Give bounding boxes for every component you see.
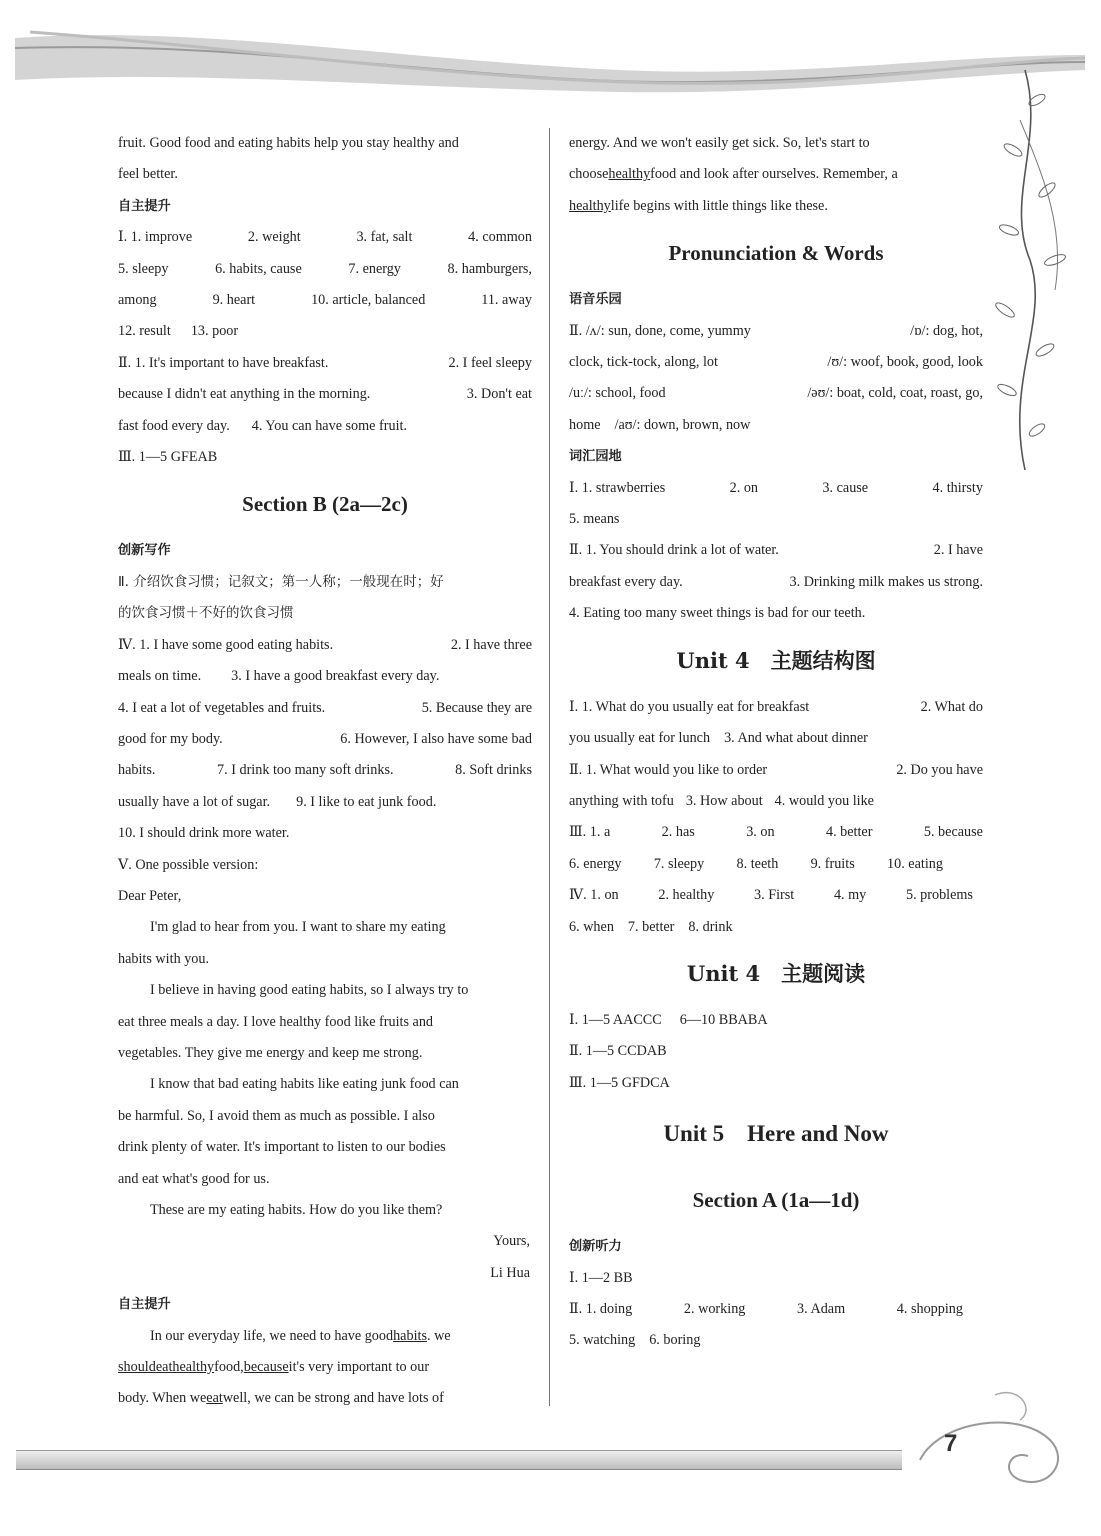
letter-signature: Li Hua [490,1264,530,1281]
answer-line: breakfast every day. 3. Drinking milk makes us strong. [569,573,983,590]
answer-line: Ⅱ. 1. You should drink a lot of water. 2. I have [569,542,983,559]
answer-line: 的饮食习惯＋不好的饮食习惯 [118,605,294,622]
letter-line: I believe in having good eating habits, so I always try to [150,982,469,999]
answer-line: /uː/: school, food /əʊ/: boat, cold, coat, roast, go, [569,385,983,402]
answer-line: good for my body. 6. However, I also have some bad [118,730,532,747]
page-corner-curl-decoration [900,1380,1100,1530]
section-heading: Section B (2a—2c) [242,492,408,517]
passage-line: energy. And we won't easily get sick. So, let's start to [569,135,870,151]
answer-line: usually have a lot of sugar. 9. I like to eat junk food. [118,793,437,810]
answer-line: Ⅱ. 介绍饮食习惯；记叙文；第一人称；一般现在时；好 [118,573,444,590]
passage-line: shouldeathealthyfood,becauseit's very important to our [118,1359,430,1376]
answer-line: Ⅰ. 1. strawberries 2. on 3. cause 4. thirsty [569,479,983,496]
letter-line: These are my eating habits. How do you like them? [150,1202,443,1218]
right-column [569,128,983,1357]
text-line: feel better. [118,166,178,183]
answer-line: Ⅲ. 1—5 GFDCA [569,1074,670,1091]
bottom-bar-decoration [16,1450,902,1470]
text-line: fruit. Good food and eating habits help you stay healthy and [118,135,459,151]
answer-line: habits. 7. I drink too many soft drinks. 8. Soft drinks [118,762,532,779]
answer-line: 6. when 7. better 8. drink [569,918,733,935]
column-divider [549,128,550,1406]
passage-line: healthylife begins with little things like these. [569,197,828,214]
answer-line: Ⅱ. 1—5 CCDAB [569,1043,667,1060]
section-heading: Pronunciation & Words [668,241,884,266]
answer-line: 6. energy 7. sleepy 8. teeth 9. fruits 10. eating [569,855,943,872]
answer-line: 12. result 13. poor [118,323,239,340]
section-heading: Section A (1a—1d) [692,1188,860,1213]
section-label: 词汇园地 [569,449,622,465]
answer-line: Ⅱ. 1. doing 2. working 3. Adam 4. shopping [569,1300,963,1317]
section-heading: Unit 4 主题结构图 [676,647,876,673]
vine-decoration [975,60,1101,480]
answer-line: Ⅰ. 1—5 AACCC 6—10 BBABA [569,1011,768,1028]
passage-line: In our everyday life, we need to have goodhabits. we [150,1327,451,1344]
answer-line: 5. watching 6. boring [569,1332,701,1349]
answer-line: Ⅰ. 1—2 BB [569,1269,633,1286]
answer-line: 4. I eat a lot of vegetables and fruits. 5. Because they are [118,699,532,716]
answer-line: Ⅱ. 1. What would you like to order 2. Do you have [569,761,983,778]
answer-line: 4. Eating too many sweet things is bad for our teeth. [569,605,866,622]
letter-line: be harmful. So, I avoid them as much as possible. I also [118,1107,435,1124]
section-label: 自主提升 [118,198,171,214]
section-label: 创新写作 [118,543,171,559]
answer-line: Ⅱ. /ʌ/: sun, done, come, yummy /ɒ/: dog, hot, [569,322,983,339]
section-label: 语音乐园 [569,292,622,308]
answer-line: Ⅱ. 1. It's important to have breakfast. 2. I feel sleepy [118,354,532,371]
answer-line: fast food every day. 4. You can have some fruit. [118,417,408,434]
letter-line: I know that bad eating habits like eating junk food can [150,1076,459,1093]
letter-line: eat three meals a day. I love healthy food like fruits and [118,1013,434,1030]
answer-line: Ⅴ. One possible version: [118,856,259,873]
answer-line: 5. sleepy 6. habits, cause 7. energy 8. hamburgers, [118,260,532,277]
answer-line: Ⅳ. 1. on 2. healthy 3. First 4. my 5. problems [569,887,973,904]
answer-line: you usually eat for lunch 3. And what about dinner [569,730,868,747]
section-label: 自主提升 [118,1297,171,1313]
answer-line: among 9. heart 10. article, balanced 11. away [118,292,532,309]
answer-line: home /aʊ/: down, brown, now [569,416,751,433]
left-column [118,128,532,1415]
passage-line: choosehealthyfood and look after ourselves. Remember, a [569,166,898,183]
letter-closing: Yours, [493,1233,530,1250]
letter-line: drink plenty of water. It's important to listen to our bodies [118,1139,446,1156]
letter-line: I'm glad to hear from you. I want to share my eating [150,919,446,936]
answer-line: Ⅰ. 1. What do you usually eat for breakfast 2. What do [569,698,983,715]
answer-line: Ⅲ. 1. a 2. has 3. on 4. better 5. because [569,824,983,841]
answer-line: meals on time. 3. I have a good breakfast every day. [118,668,440,685]
answer-line: because I didn't eat anything in the morning. 3. Don't eat [118,386,532,403]
letter-line: vegetables. They give me energy and keep me strong. [118,1044,423,1061]
answer-line: Ⅲ. 1—5 GFEAB [118,449,218,466]
top-ribbon-decoration [0,0,1101,120]
answer-line: 10. I should drink more water. [118,825,290,842]
letter-line: habits with you. [118,950,210,967]
answer-line: anything with tofu 3. How about 4. would you like [569,792,874,809]
answer-line: clock, tick-tock, along, lot /ʊ/: woof, book, good, look [569,354,983,371]
letter-line: Dear Peter, [118,887,182,904]
section-heading: Unit 4 主题阅读 [686,960,866,986]
section-label: 创新听力 [569,1239,622,1255]
answer-line: 5. means [569,511,620,528]
page-number: 7 [944,1430,958,1457]
answer-line: Ⅳ. 1. I have some good eating habits. 2. I have three [118,636,532,653]
unit-heading: Unit 5 Here and Now [663,1121,889,1147]
answer-line: Ⅰ. 1. improve 2. weight 3. fat, salt 4. common [118,229,532,246]
letter-line: and eat what's good for us. [118,1170,270,1187]
passage-line: body. When weeatwell, we can be strong and have lots of [118,1390,444,1407]
